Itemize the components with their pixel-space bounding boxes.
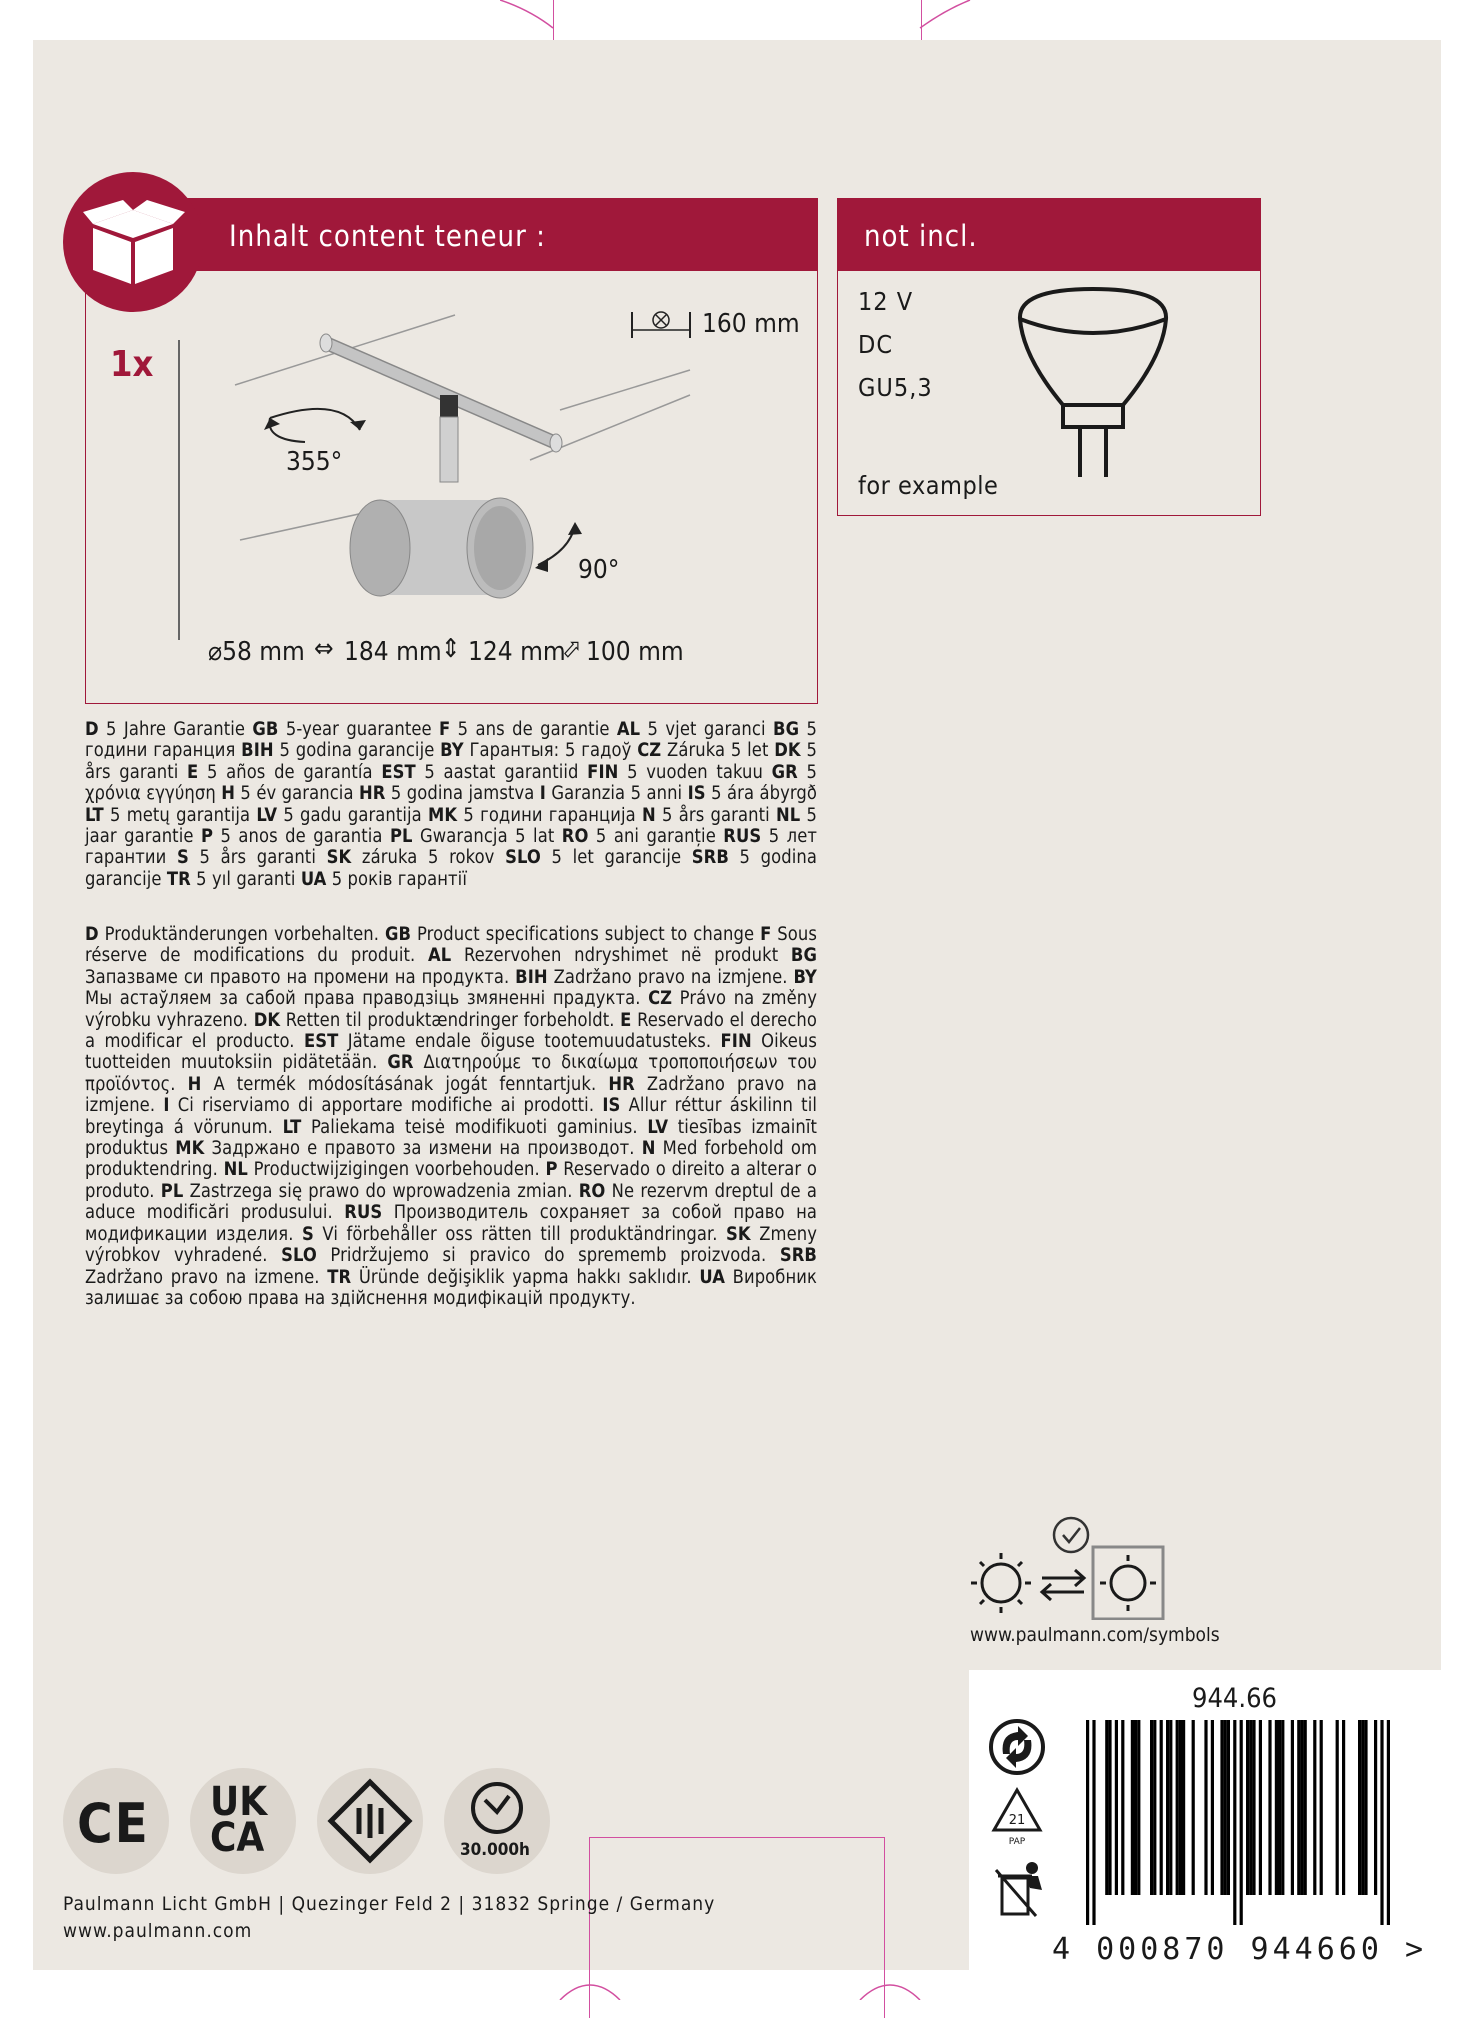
barcode-guard-bar [1092, 1720, 1095, 1925]
barcode-guard-bar [1233, 1720, 1236, 1925]
rotation-horizontal-value: 355° [286, 447, 343, 477]
barcode-bar [1108, 1720, 1111, 1895]
barcode-bar [1252, 1720, 1255, 1895]
pap-code: 21 [1008, 1813, 1026, 1828]
barcode-bar [1115, 1720, 1118, 1895]
barcode-bar [1374, 1720, 1377, 1895]
barcode-bar [1268, 1720, 1271, 1895]
green-dot-icon [988, 1718, 1046, 1776]
product-change-text: D Produktänderungen vorbehalten. GB Product specifications subject to change F Sous réserve de modifications du produit. AL Rezervohen ndryshimet në produkt BG Запазваме си правото на промени на продукта. BIH Zadržano pravo na izmjene. BY Мы астаўляем за сабой права праводзіць змяненні прадукта. CZ Právo na změny výrobku vyhrazeno. DK Retten til produktændringer forbeholdt. E Reservado el derecho a modificar el producto. EST Jätame endale õiguse tootemuudatusteks. FIN Oikeus tuotteiden muutoksiin pidätetään. GR Διατηρούμε το δικαίωμα τροποποιήσεων του προϊόντος. H A termék módosításának jogát fenntartjuk. HR Zadržano pravo na izmjene. I Ci riserviamo di apportare modifiche ai prodotti. IS Allur réttur áskilinn til breytinga á vörunum. LT Paliekama teisė modifikuoti gaminius. LV tiesības izmainīt produktus MK Задржано е правото за измени на производот. N Med forbehold om produktendring. NL Productwijzigingen voorbehouden. P Reservado o direito a alterar o produto. PL Zastrzega się prawo do wprowadzenia zmian. RO Ne rezervm dreptul de a aduce modificări produsului. RUS Производитель сохраняет за собой право на модификации изделия. S Vi förbehåller oss rätten till produktändringar. SK Zmeny výrobkov vyhradené. SLO Pridržujemo si pravico do sprememb proizvoda. SRB Zadržano pravo na izmene. TR Üründe değişiklik yapma hakkı saklıdır. UA Виробник залишає за собою права на здійснення модифікацій продукту. [85, 924, 818, 1309]
ean-number: 4 000870 944660 > [1052, 1932, 1428, 1967]
pap-label: PAP [1008, 1837, 1026, 1846]
height-value: 124 mm [468, 637, 566, 667]
barcode-bar [1105, 1720, 1108, 1895]
weee-bin-icon [992, 1860, 1044, 1922]
barcode-bar [1342, 1720, 1345, 1895]
barcode-bar [1291, 1720, 1294, 1895]
barcode-guard-bar [1387, 1720, 1390, 1925]
ukca-mark [190, 1768, 296, 1874]
article-number: 944.66 [1192, 1683, 1277, 1714]
lifetime-text: 30.000h [460, 1840, 530, 1860]
projection-arrow-icon: ⬀ [562, 634, 582, 664]
not-included-box [837, 198, 1261, 516]
barcode-bar [1364, 1720, 1367, 1895]
barcode-bar [1204, 1720, 1207, 1895]
barcode-bar [1304, 1720, 1307, 1895]
barcode-bar [1275, 1720, 1278, 1895]
company-website: www.paulmann.com [63, 1920, 253, 1942]
barcode-guard-bar [1380, 1720, 1383, 1925]
ukca-line-2: CA [210, 1815, 265, 1861]
lamp-voltage: 12 V [858, 287, 914, 316]
barcode-bar [1192, 1720, 1195, 1895]
clock-icon [469, 1780, 525, 1836]
barcode-bar [1134, 1720, 1137, 1895]
barcode-bar [1336, 1720, 1339, 1895]
barcode-bar [1179, 1720, 1182, 1895]
barcode-bar [1249, 1720, 1252, 1895]
barcode-bar [1220, 1720, 1223, 1895]
lamp-example-note: for example [858, 471, 999, 500]
barcode-guard-bar [1240, 1720, 1243, 1925]
diameter-value: ⌀58 mm [208, 637, 305, 667]
barcode-bar [1166, 1720, 1169, 1895]
not-included-header-text: not incl. [864, 219, 978, 253]
package-box-icon [63, 172, 203, 312]
barcode-bar [1313, 1720, 1316, 1895]
quantity-divider [178, 340, 180, 640]
barcode-bar [1259, 1720, 1262, 1895]
barcode-bar [1121, 1720, 1124, 1895]
barcode-bar [1176, 1720, 1179, 1895]
barcode-bar [1153, 1720, 1156, 1895]
lamp-base: GU5,3 [858, 373, 933, 402]
barcode [1080, 1720, 1400, 1925]
barcode-guard-bar [1086, 1720, 1089, 1925]
barcode-bar [1160, 1720, 1163, 1895]
barcode-bar [1150, 1720, 1153, 1895]
barcode-bar [1224, 1720, 1227, 1895]
barcode-bar [1246, 1720, 1249, 1895]
projection-value: 100 mm [586, 637, 684, 667]
symbols-url: www.paulmann.com/symbols [970, 1624, 1220, 1646]
lifetime-mark [444, 1768, 550, 1874]
dieline-curves-top [500, 0, 980, 40]
rotation-vertical-value: 90° [578, 555, 620, 585]
barcode-bar [1169, 1720, 1172, 1895]
barcode-bar [1358, 1720, 1361, 1895]
dieline-curves-bottom [550, 1975, 930, 2000]
height-arrow-icon: ⇕ [441, 634, 461, 664]
width-value: 184 mm [344, 637, 442, 667]
barcode-bar [1320, 1720, 1323, 1895]
class-iii-mark [317, 1768, 423, 1874]
quantity-label: 1x [110, 344, 154, 385]
barcode-bar [1182, 1720, 1185, 1895]
ukca-line-1: UK [210, 1779, 268, 1825]
barcode-bar [1297, 1720, 1300, 1895]
recycle-pap-icon [990, 1786, 1044, 1846]
barcode-bar [1137, 1720, 1140, 1895]
width-arrow-icon: ⇔ [314, 634, 334, 664]
barcode-bar [1131, 1720, 1134, 1895]
light-symbol-icon [967, 1515, 1167, 1620]
lamp-current: DC [858, 330, 894, 359]
cable-length-value: 160 mm [702, 309, 800, 339]
gu53-bulb-icon [1008, 237, 1178, 487]
ce-mark [63, 1768, 169, 1874]
barcode-bar [1361, 1720, 1364, 1895]
barcode-bar [1227, 1720, 1230, 1895]
barcode-bar [1278, 1720, 1281, 1895]
barcode-bar [1300, 1720, 1303, 1895]
barcode-bar [1211, 1720, 1214, 1895]
contents-header-text: Inhalt content teneur : [229, 219, 546, 253]
company-address: Paulmann Licht GmbH | Quezinger Feld 2 | 31832 Springe / Germany [63, 1893, 716, 1915]
cable-length-icon [630, 308, 692, 342]
guarantee-text: D 5 Jahre Garantie GB 5-year guarantee F 5 ans de garantie AL 5 vjet garanci BG 5 години гаранция BIH 5 godina garancije BY Гарантыя: 5 гадоў CZ Záruka 5 let DK 5 års garanti E 5 años de garantía EST 5 aastat garantiid FIN 5 vuoden takuu GR 5 χρόνια εγγύηση H 5 év garancia HR 5 godina jamstva I Garanzia 5 anni IS 5 ára ábyrgð LT 5 metų garantija LV 5 gadu garantija MK 5 години гаранција N 5 års garanti NL 5 jaar garantie P 5 anos de garantia PL Gwarancja 5 lat RO 5 ani garanție RUS 5 лет гарантии S 5 års garanti SK záruka 5 rokov SLO 5 let garancije SRB 5 godina garancije TR 5 yıl garanti UA 5 років гарантії [85, 719, 817, 890]
ce-mark-text: CE [77, 1792, 150, 1855]
barcode-bar [1281, 1720, 1284, 1895]
